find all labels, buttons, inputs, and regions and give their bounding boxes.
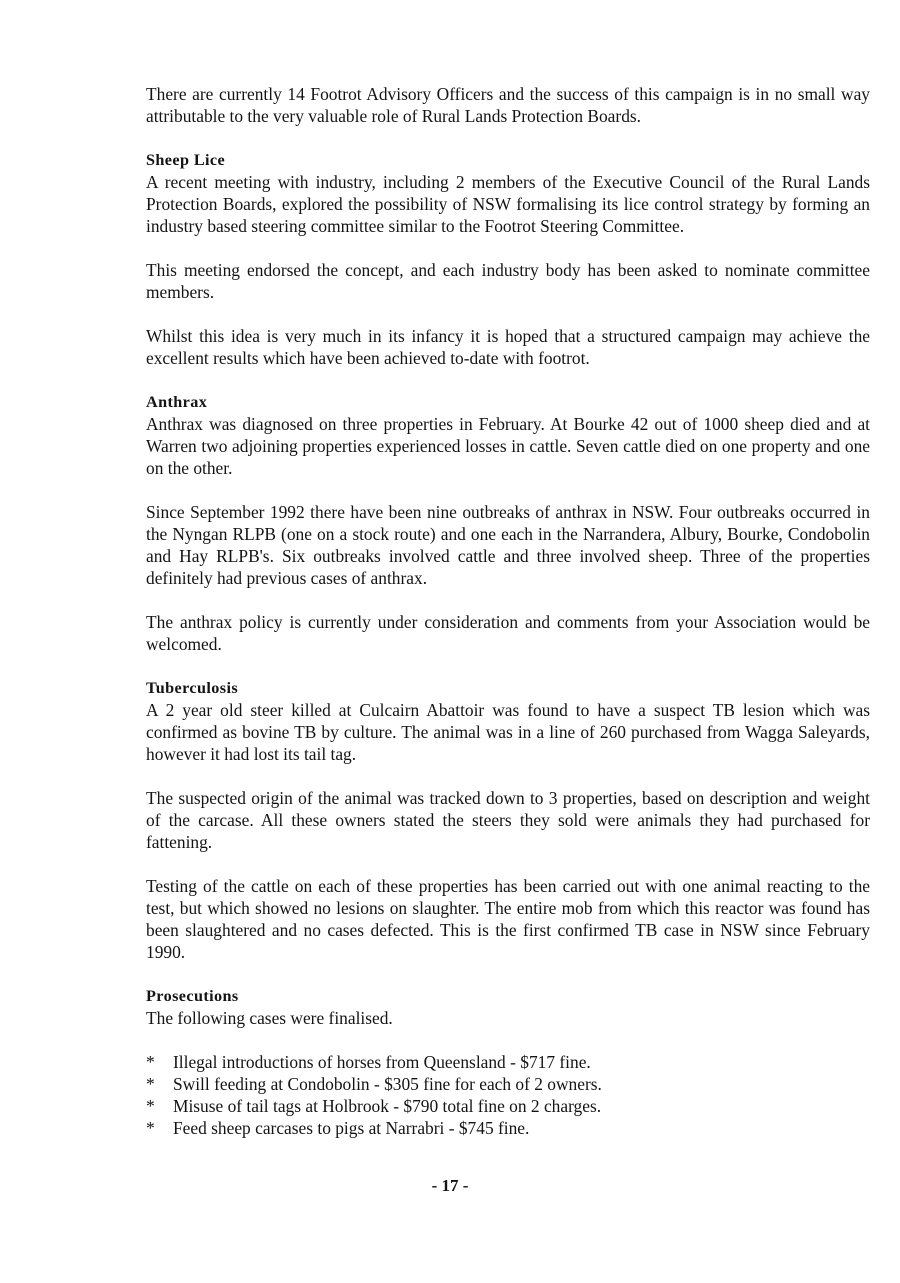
paragraph: A 2 year old steer killed at Culcairn Abattoir was found to have a suspect TB lesion which was confirmed as bovine TB by culture. The animal was in a line of 260 purchased from Wagga Saleyards, however it had lost its tail tag. — [146, 700, 870, 764]
paragraph: Since September 1992 there have been nine outbreaks of anthrax in NSW. Four outbreaks occurred in the Nyngan RLPB (one on a stock route) and one each in the Narrandera, Albury, Bourke, Condobolin and Hay RLPB's. Six outbreaks involved cattle and three involved sheep. Three of the properties definitely had previous cases of anthrax. — [146, 502, 870, 588]
paragraph: Anthrax was diagnosed on three properties in February. At Bourke 42 out of 1000 sheep died and at Warren two adjoining properties experienced losses in cattle. Seven cattle died on one property and one on the other. — [146, 414, 870, 478]
bullet-marker: * — [146, 1118, 155, 1138]
list-item — [146, 1051, 870, 1073]
intro-paragraph: There are currently 14 Footrot Advisory Officers and the success of this campaign is in no small way attributable to the very valuable role of Rural Lands Protection Boards. — [146, 84, 870, 126]
list-item — [146, 1117, 870, 1139]
prosecution-list — [146, 1051, 870, 1139]
paragraph: Whilst this idea is very much in its infancy it is hoped that a structured campaign may achieve the excellent results which have been achieved to-date with footrot. — [146, 326, 870, 368]
bullet-marker: * — [146, 1096, 155, 1116]
list-item-text: Swill feeding at Condobolin - $305 fine for each of 2 owners. — [173, 1074, 602, 1094]
paragraph: The following cases were finalised. — [146, 1008, 393, 1028]
paragraph: A recent meeting with industry, including 2 members of the Executive Council of the Rural Lands Protection Boards, explored the possibility of NSW formalising its lice control strategy by forming an industry based steering committee similar to the Footrot Steering Committee. — [146, 172, 870, 236]
paragraph: Testing of the cattle on each of these properties has been carried out with one animal reacting to the test, but which showed no lesions on slaughter. The entire mob from which this reactor was found has been slaughtered and no cases defected. This is the first confirmed TB case in NSW since February 1990. — [146, 876, 870, 962]
section-tuberculosis — [146, 677, 870, 963]
section-heading: Prosecutions — [146, 987, 239, 1005]
section-sheep-lice — [146, 149, 870, 369]
list-item-text: Misuse of tail tags at Holbrook - $790 total fine on 2 charges. — [173, 1096, 602, 1116]
section-prosecutions — [146, 985, 870, 1139]
list-item-text: Feed sheep carcases to pigs at Narrabri - $745 fine. — [173, 1118, 530, 1138]
paragraph: This meeting endorsed the concept, and each industry body has been asked to nominate committee members. — [146, 260, 870, 302]
bullet-marker: * — [146, 1052, 155, 1072]
section-heading: Anthrax — [146, 393, 208, 411]
list-item-text: Illegal introductions of horses from Queensland - $717 fine. — [173, 1052, 591, 1072]
paragraph: The suspected origin of the animal was tracked down to 3 properties, based on description and weight of the carcase. All these owners stated the steers they sold were animals they had purchased for fattening. — [146, 788, 870, 852]
bullet-marker: * — [146, 1074, 155, 1094]
list-item — [146, 1095, 870, 1117]
section-heading: Sheep Lice — [146, 151, 226, 169]
list-item — [146, 1073, 870, 1095]
section-anthrax — [146, 391, 870, 655]
paragraph: The anthrax policy is currently under consideration and comments from your Association would be welcomed. — [146, 612, 870, 654]
section-heading: Tuberculosis — [146, 679, 239, 697]
document-body — [146, 83, 870, 1139]
page-number: - 17 - — [431, 1176, 469, 1195]
